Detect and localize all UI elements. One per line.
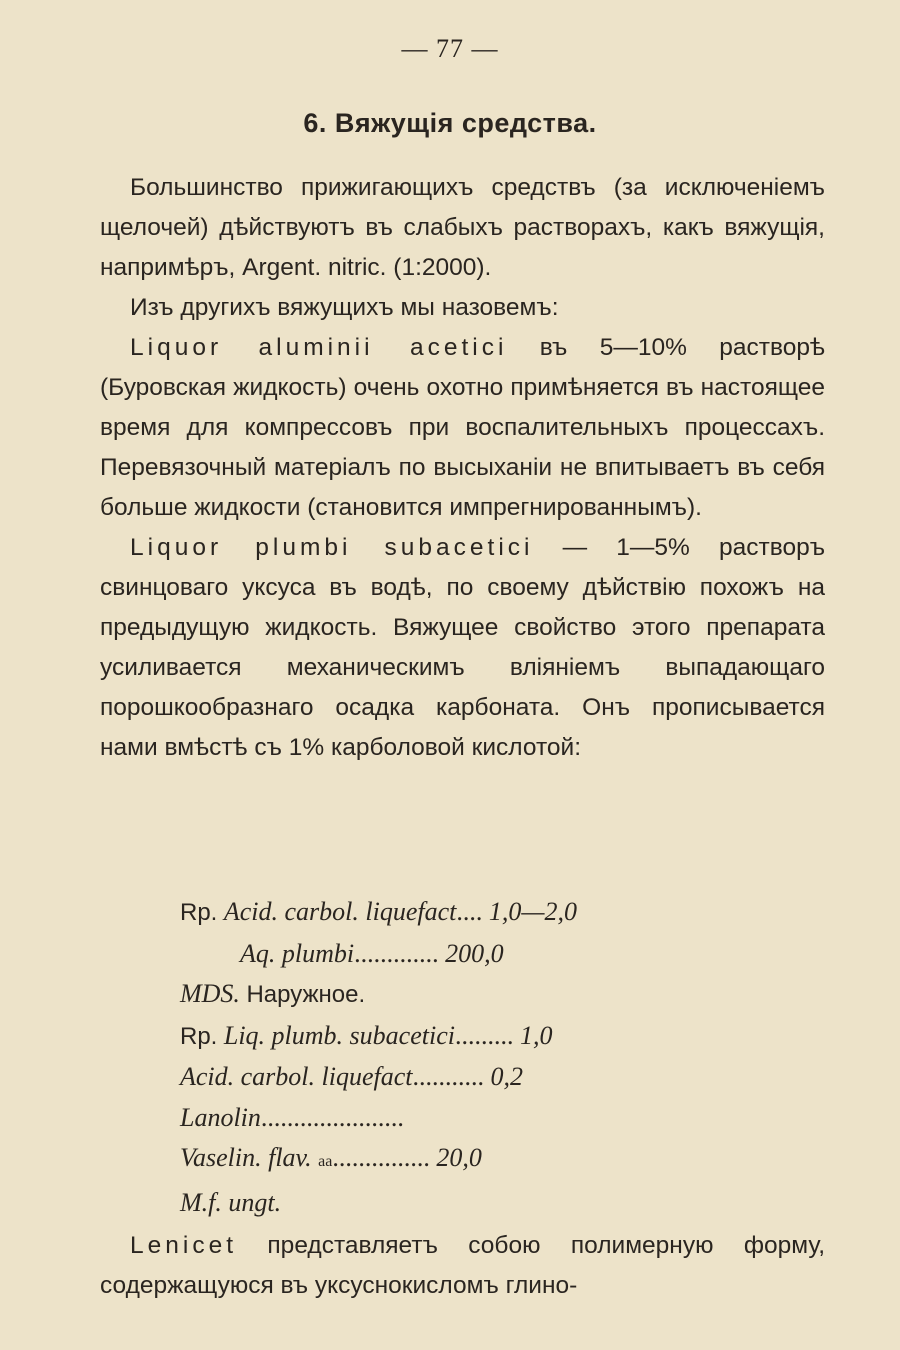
- recipe2-line5: [180, 1183, 780, 1224]
- dots: ......................: [260, 1102, 404, 1132]
- recipe2-ingredient-1: Liq. plumb. subacetici: [223, 1020, 455, 1050]
- paragraph-3: [100, 328, 825, 528]
- recipe2-rp: Rp.: [180, 1022, 218, 1050]
- dots: ...............: [332, 1143, 430, 1172]
- paragraph-3-text: въ 5—10% растворѣ (Буровская жидкость) очень охотно примѣняется въ настоящее время для компрессовъ при воспалительныхъ процессахъ. Перевязочный матеріалъ по высыханіи не впитываетъ въ себя больше жидкости (становится импрегнированнымъ).: [100, 334, 825, 521]
- recipe1-mds: [180, 974, 780, 1016]
- recipe2-instruction: M.f. ungt.: [180, 1187, 282, 1217]
- recipe2-line1: [180, 1016, 780, 1058]
- dots: .........: [454, 1020, 514, 1050]
- recipe2-dose-4: 20,0: [436, 1143, 482, 1172]
- recipe1-ingredient-2: Aq. plumbi: [240, 938, 355, 968]
- recipe1-line1: [180, 892, 780, 934]
- recipe2-ingredient-4: Vaselin. flav.: [180, 1143, 312, 1172]
- paragraph-1: Большинство прижигающихъ средствъ (за исключеніемъ щелочей) дѣйствуютъ въ слабыхъ растворахъ, какъ вяжущія, напримѣръ, Argent. nitric. (1:2000).: [100, 174, 825, 281]
- recipe1-dose-2: 200,0: [445, 938, 504, 968]
- recipe1-dose-1: 1,0—2,0: [488, 897, 577, 926]
- page-number: — 77 —: [401, 34, 499, 63]
- recipe2-line2: [180, 1057, 780, 1098]
- dots: ....: [456, 897, 483, 926]
- recipe2-line3: [180, 1098, 780, 1139]
- ana-sign: aa: [318, 1153, 333, 1170]
- body-text-upper: [100, 168, 825, 768]
- paragraph-4: [100, 528, 825, 768]
- paragraph-5-text: представляетъ собою полимерную форму, содержащуюся въ уксуснокисломъ глино-: [100, 1232, 825, 1299]
- body-text-lower: [100, 1226, 825, 1306]
- term-liquor-plumbi: Liquor plumbi subacetici: [130, 534, 534, 561]
- section-title: 6. Вяжущія средства.: [303, 108, 597, 138]
- recipe-block: [180, 892, 780, 1223]
- recipe2-ingredient-2: Acid. carbol. liquefact: [180, 1062, 413, 1091]
- paragraph-2: Изъ другихъ вяжущихъ мы назовемъ:: [130, 294, 559, 321]
- paragraph-5: [100, 1226, 825, 1306]
- term-lenicet: Lenicet: [130, 1232, 238, 1259]
- recipe1-line2: [180, 934, 780, 975]
- recipe2-line4: [180, 1138, 780, 1183]
- paragraph-4-text: — 1—5% растворъ свинцоваго уксуса въ водѣ, по своему дѣйствію похожъ на предыдущую жидкость. Вяжущее свойство этого препарата усиливается механическимъ вліяніемъ выпадающаго порошкообразнаго осадка карбоната. Онъ прописывается нами вмѣстѣ съ 1% карболовой кислотой:: [100, 534, 826, 761]
- dots: .............: [354, 938, 439, 968]
- recipe2-dose-1: 1,0: [519, 1020, 553, 1050]
- dots: ...........: [412, 1062, 485, 1091]
- recipe2-dose-2: 0,2: [490, 1062, 524, 1091]
- recipe1-ingredient-1: Acid. carbol. liquefact: [223, 897, 457, 926]
- mds-label: MDS.: [180, 979, 240, 1008]
- mds-text: Наружное.: [246, 981, 366, 1008]
- recipe1-rp: Rp.: [180, 899, 218, 926]
- recipe2-ingredient-3: Lanolin: [180, 1102, 261, 1132]
- term-liquor-aluminii: Liquor aluminii acetici: [130, 334, 508, 361]
